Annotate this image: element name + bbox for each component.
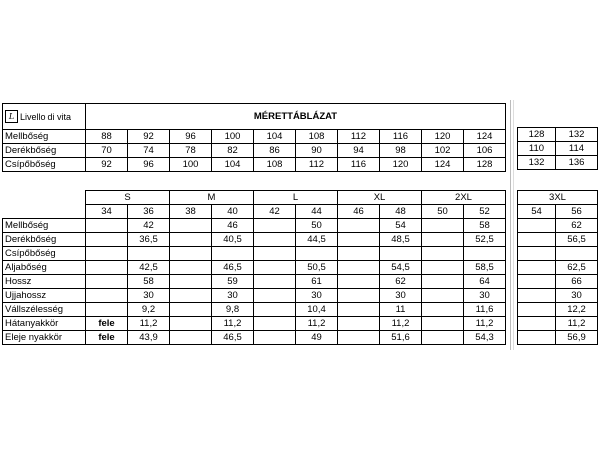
- table-cell: 11,2: [380, 317, 422, 331]
- table-cell: [518, 247, 556, 261]
- table-cell: 64: [464, 275, 506, 289]
- table-cell: 9,2: [128, 303, 170, 317]
- table-cell: 136: [556, 156, 598, 170]
- table-cell: 50: [296, 219, 338, 233]
- body-measurements-extra-table: [517, 103, 598, 170]
- table-cell: 78: [170, 144, 212, 158]
- table-cell: [338, 219, 380, 233]
- table-cell: [170, 219, 212, 233]
- table-cell: 90: [296, 144, 338, 158]
- row-label: Aljabőség: [3, 261, 86, 275]
- table-cell: 92: [86, 158, 128, 172]
- table-cell: 56,9: [556, 331, 598, 345]
- table-cell: 10,4: [296, 303, 338, 317]
- table-cell: [170, 317, 212, 331]
- table-cell: 52,5: [464, 233, 506, 247]
- table-cell: 11,2: [212, 317, 254, 331]
- table-cell: [254, 317, 296, 331]
- table-cell: 104: [254, 130, 296, 144]
- table-cell: 59: [212, 275, 254, 289]
- table-cell: [86, 275, 128, 289]
- table-row: [518, 219, 598, 233]
- table-cell: 56,5: [556, 233, 598, 247]
- table-cell: [338, 261, 380, 275]
- table-cell: 98: [380, 144, 422, 158]
- table-cell: 62: [380, 275, 422, 289]
- table-cell: 128: [464, 158, 506, 172]
- table-cell: 128: [518, 128, 556, 142]
- table-cell: [422, 289, 464, 303]
- table-cell: [254, 219, 296, 233]
- table-cell: 11: [380, 303, 422, 317]
- table-cell: 54,3: [464, 331, 506, 345]
- blank-cell: [3, 205, 86, 219]
- table-cell: [338, 289, 380, 303]
- table-cell: [422, 331, 464, 345]
- table-cell: 114: [556, 142, 598, 156]
- row-label: Hossz: [3, 275, 86, 289]
- table-cell: 66: [556, 275, 598, 289]
- table-cell: 100: [170, 158, 212, 172]
- table-cell: [296, 247, 338, 261]
- table-cell: 110: [518, 142, 556, 156]
- size-letter-header: S: [86, 191, 170, 205]
- table-cell: 58: [128, 275, 170, 289]
- table-cell: [422, 317, 464, 331]
- table-cell: 120: [380, 158, 422, 172]
- table-cell: [170, 233, 212, 247]
- table-cell: [422, 247, 464, 261]
- size-number-header: 54: [518, 205, 556, 219]
- table-cell: [128, 247, 170, 261]
- table-cell: [380, 247, 422, 261]
- size-letter-header: L: [254, 191, 338, 205]
- table-cell: [170, 261, 212, 275]
- table-cell: [170, 303, 212, 317]
- table-row: [518, 142, 598, 156]
- table-cell: 96: [170, 130, 212, 144]
- row-label: Mellbőség: [3, 130, 86, 144]
- table-cell: [254, 261, 296, 275]
- table-cell: [86, 233, 128, 247]
- brand-name: Livello: [20, 111, 46, 122]
- table-cell: [518, 261, 556, 275]
- table-cell: 46: [212, 219, 254, 233]
- size-number-header: 38: [170, 205, 212, 219]
- table-cell: 11,2: [296, 317, 338, 331]
- table-cell: [556, 247, 598, 261]
- size-number-row: [518, 205, 598, 219]
- table-cell: 30: [212, 289, 254, 303]
- size-number-header: 46: [338, 205, 380, 219]
- table-cell: 62,5: [556, 261, 598, 275]
- table-cell: [422, 275, 464, 289]
- table-cell: [254, 331, 296, 345]
- table-cell: 36,5: [128, 233, 170, 247]
- table-cell: 120: [422, 130, 464, 144]
- table-cell: 46,5: [212, 331, 254, 345]
- table-cell: [422, 303, 464, 317]
- row-label: Ujjahossz: [3, 289, 86, 303]
- table-cell: [170, 289, 212, 303]
- table-cell: 42,5: [128, 261, 170, 275]
- table-cell: 102: [422, 144, 464, 158]
- table-row: [3, 317, 506, 331]
- table-row: [3, 331, 506, 345]
- table-cell: 104: [212, 158, 254, 172]
- table-cell: 9,8: [212, 303, 254, 317]
- table-cell: [254, 275, 296, 289]
- table-cell: 48,5: [380, 233, 422, 247]
- table-cell: [212, 247, 254, 261]
- row-label: Vállszélesség: [3, 303, 86, 317]
- row-label: Csípőbőség: [3, 247, 86, 261]
- row-tag: fele: [86, 331, 128, 345]
- table-cell: 86: [254, 144, 296, 158]
- table-row: [518, 331, 598, 345]
- table-cell: [254, 303, 296, 317]
- table-cell: 106: [464, 144, 506, 158]
- table-cell: [86, 289, 128, 303]
- page-title: MÉRETTÁBLÁZAT: [86, 104, 506, 130]
- size-number-header: 42: [254, 205, 296, 219]
- table-cell: 108: [254, 158, 296, 172]
- table-cell: 30: [380, 289, 422, 303]
- table-cell: [86, 261, 128, 275]
- table-cell: [254, 247, 296, 261]
- table-cell: 108: [296, 130, 338, 144]
- row-tag: fele: [86, 317, 128, 331]
- size-number-row: [3, 205, 506, 219]
- table-cell: 54,5: [380, 261, 422, 275]
- brand-suffix: di vita: [47, 111, 72, 122]
- table-cell: [338, 317, 380, 331]
- table-cell: [518, 289, 556, 303]
- table-row: [518, 128, 598, 142]
- table-cell: [422, 261, 464, 275]
- table-cell: 11,2: [128, 317, 170, 331]
- table-cell: 42: [128, 219, 170, 233]
- table-cell: 58,5: [464, 261, 506, 275]
- row-label: Hátanyakkör: [3, 317, 86, 331]
- brand-logo-icon: L: [5, 110, 18, 123]
- table-cell: [518, 233, 556, 247]
- table-row: [518, 247, 598, 261]
- body-measurements-table: [2, 103, 506, 172]
- table-cell: 62: [556, 219, 598, 233]
- table-row: [518, 261, 598, 275]
- table-cell: 49: [296, 331, 338, 345]
- row-label: Derékbőség: [3, 144, 86, 158]
- table-cell: [86, 219, 128, 233]
- size-number-header: 56: [556, 205, 598, 219]
- table-cell: [254, 233, 296, 247]
- size-number-header: 40: [212, 205, 254, 219]
- table-row: [518, 275, 598, 289]
- table-cell: 40,5: [212, 233, 254, 247]
- table-cell: 92: [128, 130, 170, 144]
- table-cell: 43,9: [128, 331, 170, 345]
- table-cell: 88: [86, 130, 128, 144]
- table-cell: [338, 233, 380, 247]
- table-row: [3, 144, 506, 158]
- table-cell: [86, 247, 128, 261]
- column-divider: [510, 100, 511, 350]
- table-row: [3, 233, 506, 247]
- table-cell: 46,5: [212, 261, 254, 275]
- table-row: [3, 158, 506, 172]
- table-cell: [86, 303, 128, 317]
- table-row: [518, 289, 598, 303]
- size-number-header: 34: [86, 205, 128, 219]
- table-cell: [170, 247, 212, 261]
- table-cell: 116: [380, 130, 422, 144]
- table-cell: 11,6: [464, 303, 506, 317]
- garment-measurements-extra-table: [517, 190, 598, 345]
- table-cell: 54: [380, 219, 422, 233]
- table-cell: [518, 219, 556, 233]
- table-row: [518, 303, 598, 317]
- row-label: Csípőbőség: [3, 158, 86, 172]
- size-number-header: 50: [422, 205, 464, 219]
- table-cell: 61: [296, 275, 338, 289]
- table-cell: 94: [338, 144, 380, 158]
- table-cell: 100: [212, 130, 254, 144]
- table-cell: [170, 331, 212, 345]
- size-letter-header: 2XL: [422, 191, 506, 205]
- table-row: [518, 156, 598, 170]
- table-cell: [518, 317, 556, 331]
- table-cell: 74: [128, 144, 170, 158]
- table-cell: 51,6: [380, 331, 422, 345]
- table-cell: 112: [338, 130, 380, 144]
- table-cell: [518, 331, 556, 345]
- table-cell: 124: [464, 130, 506, 144]
- table-row: [3, 219, 506, 233]
- blank-cell: [3, 191, 86, 205]
- table-row: [3, 275, 506, 289]
- row-label: Eleje nyakkör: [3, 331, 86, 345]
- table-cell: 30: [128, 289, 170, 303]
- table-row: [3, 303, 506, 317]
- size-letter-header: M: [170, 191, 254, 205]
- table-cell: 30: [296, 289, 338, 303]
- table-row: [3, 130, 506, 144]
- table-cell: 30: [464, 289, 506, 303]
- table-cell: [170, 275, 212, 289]
- table-cell: 112: [296, 158, 338, 172]
- table-cell: [254, 289, 296, 303]
- size-letter-header: XL: [338, 191, 422, 205]
- table-cell: 116: [338, 158, 380, 172]
- table-cell: [338, 303, 380, 317]
- table-cell: [464, 247, 506, 261]
- size-number-header: 44: [296, 205, 338, 219]
- table-cell: [422, 219, 464, 233]
- table-cell: 11,2: [464, 317, 506, 331]
- table-cell: [338, 331, 380, 345]
- table-cell: 44,5: [296, 233, 338, 247]
- table-cell: [518, 275, 556, 289]
- logo-cell: [3, 104, 86, 130]
- size-letter-row: [3, 191, 506, 205]
- size-letter-row: [518, 191, 598, 205]
- table-row: [518, 317, 598, 331]
- garment-measurements-table: [2, 190, 506, 345]
- size-number-header: 48: [380, 205, 422, 219]
- table-cell: 96: [128, 158, 170, 172]
- table-cell: 124: [422, 158, 464, 172]
- size-number-header: 36: [128, 205, 170, 219]
- blank-header: [518, 103, 598, 128]
- table-cell: 132: [518, 156, 556, 170]
- row-label: Mellbőség: [3, 219, 86, 233]
- table-cell: [338, 247, 380, 261]
- table-row: [518, 233, 598, 247]
- table-cell: 30: [556, 289, 598, 303]
- table-cell: 82: [212, 144, 254, 158]
- size-letter-header: 3XL: [518, 191, 598, 205]
- table-cell: 58: [464, 219, 506, 233]
- row-label: Derékbőség: [3, 233, 86, 247]
- size-number-header: 52: [464, 205, 506, 219]
- table-cell: 70: [86, 144, 128, 158]
- table-cell: [518, 303, 556, 317]
- table-cell: 12,2: [556, 303, 598, 317]
- table-cell: [338, 275, 380, 289]
- table-cell: 11,2: [556, 317, 598, 331]
- table-row: [3, 247, 506, 261]
- table-cell: [422, 233, 464, 247]
- table-row: [3, 289, 506, 303]
- table-cell: 50,5: [296, 261, 338, 275]
- column-divider: [513, 100, 514, 350]
- table-cell: 132: [556, 128, 598, 142]
- table-row: [3, 261, 506, 275]
